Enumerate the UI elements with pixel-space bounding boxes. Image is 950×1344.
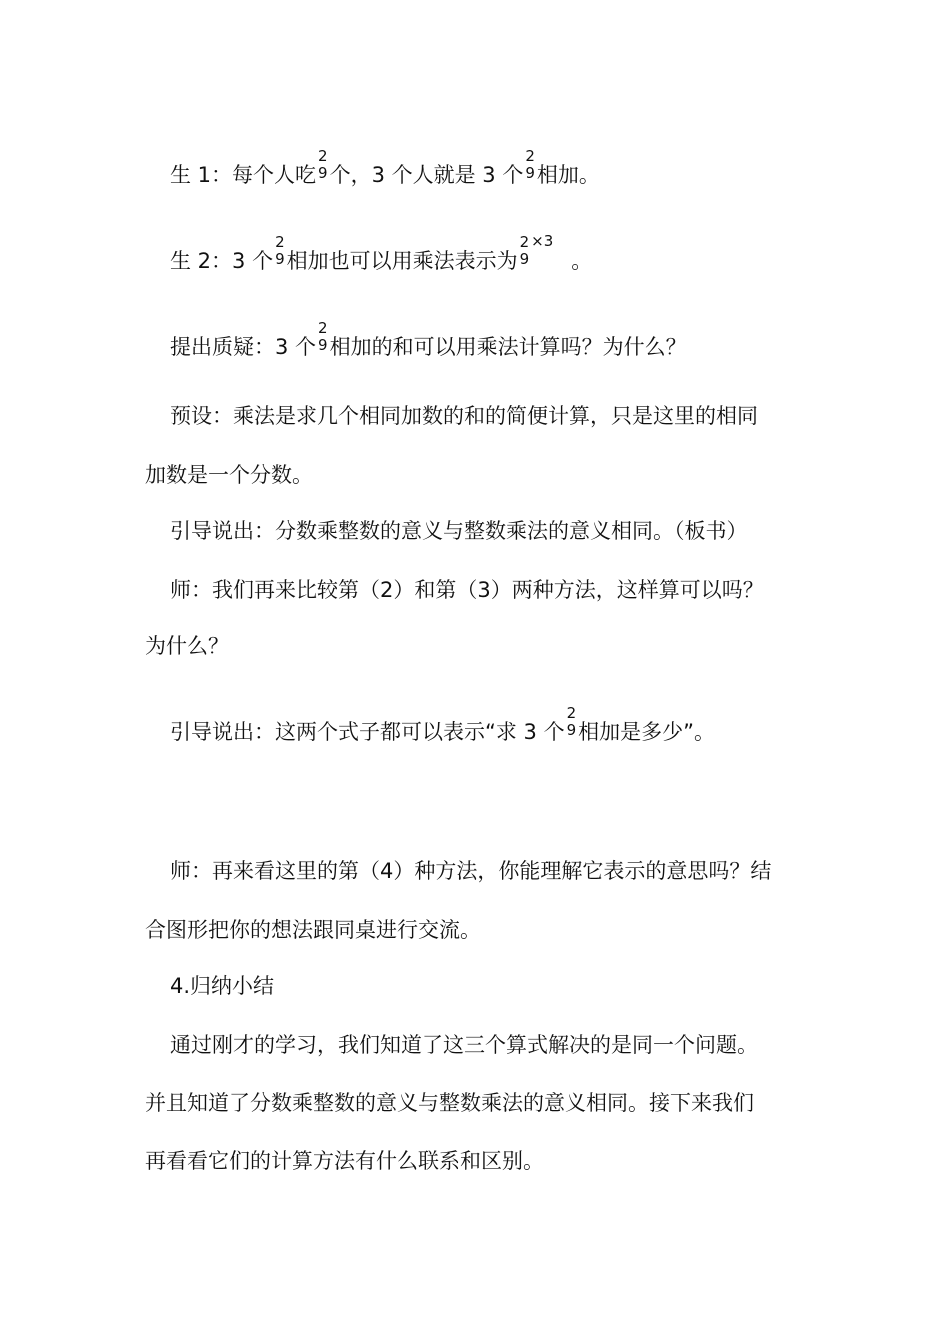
fraction-numerator: 2 bbox=[275, 233, 285, 251]
paragraph-guide2 bbox=[170, 704, 835, 751]
text: 相加也可以用乘法表示为 bbox=[286, 249, 518, 273]
text: 。 bbox=[571, 249, 593, 273]
fraction bbox=[318, 320, 328, 354]
fraction-denominator: 9 bbox=[318, 164, 328, 182]
multiply-three: ×3 bbox=[531, 232, 554, 250]
paragraph-teacher2-cont: 合图形把你的想法跟同桌进行交流。 bbox=[145, 918, 481, 942]
fraction bbox=[567, 705, 577, 739]
paragraph-teacher2: 师：再来看这里的第（4）种方法，你能理解它表示的意思吗？结 bbox=[170, 859, 772, 883]
text: 相加的和可以用乘法计算吗？为什么？ bbox=[329, 335, 687, 359]
text: 提出质疑：3 个 bbox=[170, 335, 317, 359]
fraction bbox=[318, 148, 328, 182]
fraction bbox=[525, 148, 535, 182]
paragraph-guide1: 引导说出：分数乘整数的意义与整数乘法的意义相同。（板书） bbox=[170, 519, 748, 543]
fraction-denominator: 9 bbox=[525, 164, 535, 182]
fraction-numerator: 2 bbox=[566, 704, 577, 722]
paragraph-student1 bbox=[170, 147, 835, 194]
fraction-denominator: 9 bbox=[566, 721, 577, 739]
paragraph-preset: 预设：乘法是求几个相同加数的和的简便计算，只是这里的相同 bbox=[170, 404, 758, 428]
text: 相加是多少”。 bbox=[578, 720, 716, 744]
fraction-denominator: 9 bbox=[519, 250, 530, 268]
paragraph-student2 bbox=[170, 232, 835, 280]
section-heading: 4.归纳小结 bbox=[170, 974, 275, 998]
fraction-denominator: 9 bbox=[275, 250, 285, 268]
fraction-numerator: 2 bbox=[519, 233, 530, 251]
fraction bbox=[520, 234, 530, 268]
paragraph-summary-cont1: 并且知道了分数乘整数的意义与整数乘法的意义相同。接下来我们 bbox=[145, 1091, 754, 1115]
text: 生 2：3 个 bbox=[170, 249, 274, 273]
paragraph-preset-cont: 加数是一个分数。 bbox=[145, 463, 313, 487]
fraction-numerator: 2 bbox=[525, 147, 535, 165]
paragraph-summary: 通过刚才的学习，我们知道了这三个算式解决的是同一个问题。 bbox=[170, 1033, 758, 1057]
paragraph-question bbox=[170, 319, 835, 366]
text: 生 1：每个人吃 bbox=[170, 163, 317, 187]
fraction-denominator: 9 bbox=[318, 336, 328, 354]
paragraph-summary-cont2: 再看看它们的计算方法有什么联系和区别。 bbox=[145, 1149, 544, 1173]
fraction bbox=[275, 234, 285, 268]
fraction-numerator: 2 bbox=[318, 147, 328, 165]
text: 相加。 bbox=[536, 163, 600, 187]
paragraph-teacher1: 师：我们再来比较第（2）和第（3）两种方法，这样算可以吗？ bbox=[170, 578, 764, 602]
paragraph-teacher1-cont: 为什么？ bbox=[145, 634, 229, 658]
fraction-numerator: 2 bbox=[318, 319, 328, 337]
text: 引导说出：这两个式子都可以表示“求 3 个 bbox=[170, 720, 565, 744]
text: 个，3 个人就是 3 个 bbox=[329, 163, 524, 187]
